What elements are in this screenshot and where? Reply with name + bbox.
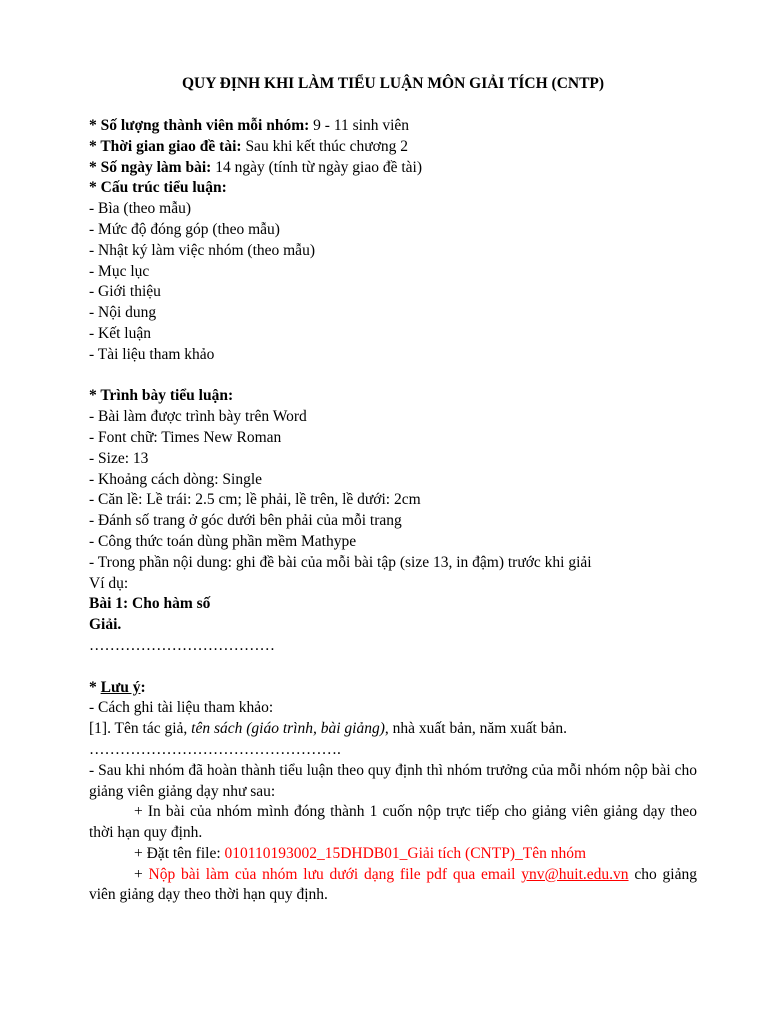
ref-dots: …………………………………………. (89, 740, 341, 758)
list-item: - Kết luận (89, 324, 151, 342)
example-dots: ……………………………… (89, 636, 275, 654)
list-item: - Font chữ: Times New Roman (89, 428, 282, 446)
example-solution: Giải. (89, 616, 122, 634)
structure-heading: * Cấu trúc tiểu luận: (89, 179, 227, 197)
filename-label: + Đặt tên file: (134, 844, 225, 862)
info-days (89, 158, 697, 179)
note-suffix: : (140, 678, 146, 696)
note-prefix: * (89, 678, 101, 696)
info-value: 9 - 11 sinh viên (309, 117, 410, 134)
document-page (89, 73, 697, 906)
list-item: - Trong phần nội dung: ghi đề bài của mỗi bài tập (size 13, in đậm) trước khi giải (89, 553, 592, 571)
list-item: - Căn lề: Lề trái: 2.5 cm; lề phải, lề trên, lề dưới: 2cm (89, 491, 421, 509)
info-label: * Số lượng thành viên mỗi nhóm: (89, 117, 310, 134)
email-paragraph (89, 865, 697, 907)
list-item: - Nhật ký làm việc nhóm (theo mẫu) (89, 241, 315, 259)
info-assign-time (89, 137, 697, 158)
list-item: - Bài làm được trình bày trên Word (89, 408, 307, 426)
ref-italic: tên sách (giáo trình, bài giảng) (191, 720, 385, 738)
print-paragraph: + In bài của nhóm mình đóng thành 1 cuốn nộp trực tiếp cho giảng viên giảng dạy theo thời hạn quy định. (89, 803, 697, 842)
list-item: - Mục lục (89, 262, 150, 280)
list-item: - Bìa (theo mẫu) (89, 200, 192, 218)
document-title: QUY ĐỊNH KHI LÀM TIỂU LUẬN MÔN GIẢI TÍCH (CNTP) (181, 75, 605, 92)
spacer (89, 366, 697, 387)
email-link[interactable]: ynv@huit.edu.vn (521, 865, 629, 883)
list-item: - Nội dung (89, 304, 157, 322)
presentation-heading: * Trình bày tiểu luận: (89, 387, 234, 405)
submit-paragraph: - Sau khi nhóm đã hoàn thành tiểu luận theo quy định thì nhóm trưởng của mỗi nhóm nộp bài cho giảng viên giảng dạy như sau: (89, 761, 697, 800)
list-item: - Công thức toán dùng phần mềm Mathype (89, 532, 357, 550)
note-label: Lưu ý (100, 678, 141, 696)
list-item: - Size: 13 (89, 449, 149, 467)
info-value: Sau khi kết thúc chương 2 (241, 137, 408, 155)
email-plus: + (134, 865, 149, 883)
list-item: - Đánh số trang ở góc dưới bên phải của mỗi trang (89, 512, 402, 530)
info-members (89, 116, 697, 137)
ref-prefix: [1]. Tên tác giả, (89, 720, 192, 738)
ref-intro: - Cách ghi tài liệu tham khảo: (89, 699, 274, 717)
ref-format (89, 719, 697, 740)
example-label: Ví dụ: (89, 574, 129, 592)
filename-paragraph (89, 844, 697, 865)
ref-suffix: , nhà xuất bản, năm xuất bản. (384, 720, 567, 738)
spacer (89, 657, 697, 678)
list-item: - Giới thiệu (89, 283, 161, 301)
filename-value: 010110193002_15DHDB01_Giải tích (CNTP)_Tên nhóm (224, 844, 587, 862)
example-problem: Bài 1: Cho hàm số (89, 595, 211, 613)
list-item: - Tài liệu tham khảo (89, 345, 215, 363)
email-instruction: Nộp bài làm của nhóm lưu dưới dạng file pdf qua email (148, 865, 522, 883)
list-item: - Mức độ đóng góp (theo mẫu) (89, 220, 280, 238)
note-heading (89, 678, 697, 699)
email-rest: cho giảng viên giảng dạy theo thời hạn quy định. (89, 865, 697, 904)
info-label: * Số ngày làm bài: (89, 158, 212, 176)
info-label: * Thời gian giao đề tài: (89, 137, 242, 155)
info-value: 14 ngày (tính từ ngày giao đề tài) (211, 158, 423, 176)
list-item: - Khoảng cách dòng: Single (89, 470, 263, 488)
